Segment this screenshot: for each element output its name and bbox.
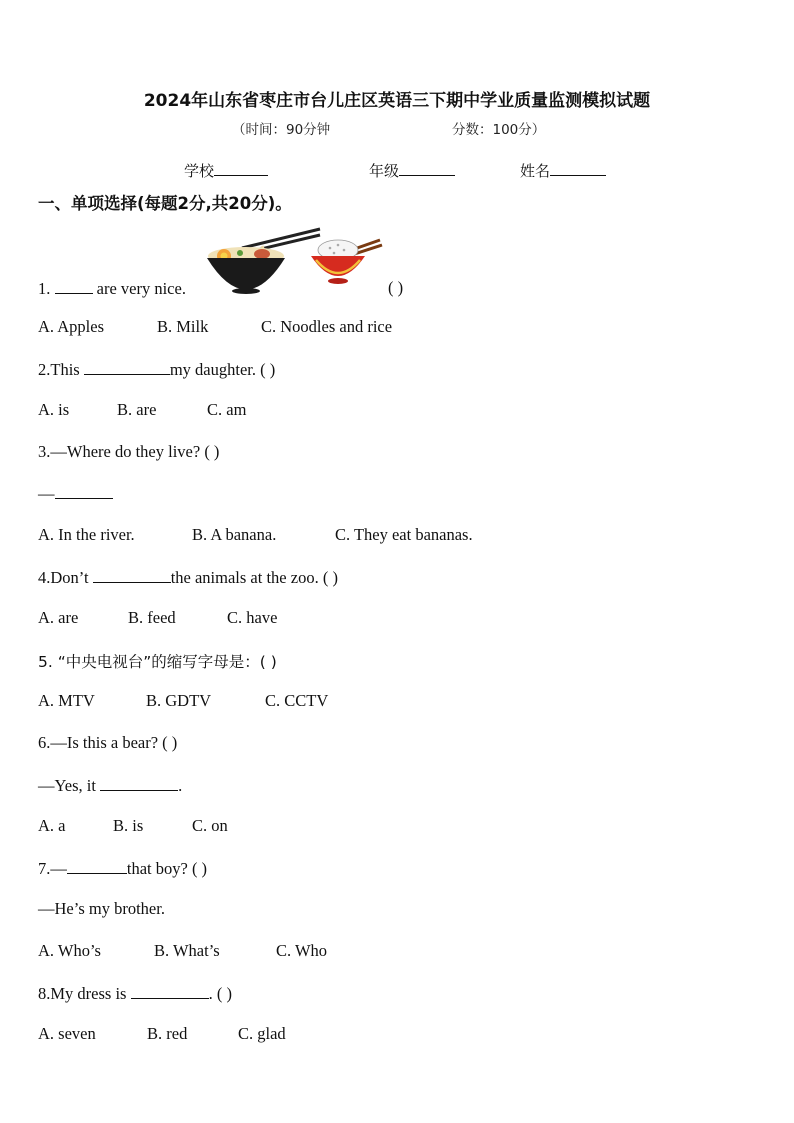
q2-options xyxy=(0,400,794,422)
question-1 xyxy=(38,278,186,299)
q6-option-c[interactable]: C. on xyxy=(192,816,228,835)
question-4 xyxy=(38,567,338,588)
q3-answer-line xyxy=(38,483,113,504)
q4-options xyxy=(0,608,794,630)
q5-option-b[interactable]: B. GDTV xyxy=(146,691,212,710)
q4-stem-end: the animals at the zoo. ( ) xyxy=(170,568,338,587)
q7-stem-start: 7.— xyxy=(38,859,67,878)
grade-field xyxy=(369,160,455,181)
name-blank[interactable] xyxy=(550,160,606,176)
q7-answer-line: —He’s my brother. xyxy=(38,899,165,918)
noodle-bowl-image xyxy=(204,226,322,298)
q7-option-c[interactable]: C. Who xyxy=(276,941,328,960)
rice-bowl-image xyxy=(306,236,388,288)
q1-options xyxy=(0,317,794,339)
q1-answer-paren: ( ) xyxy=(388,278,404,297)
q1-blank[interactable] xyxy=(55,278,93,294)
q6-answer-end: . xyxy=(178,776,183,795)
q2-blank[interactable] xyxy=(84,359,170,375)
q7-options xyxy=(0,941,794,963)
q5-options xyxy=(0,691,794,713)
q2-stem-start: 2.This xyxy=(38,360,84,379)
q3-option-b[interactable]: B. A banana. xyxy=(192,525,277,544)
time-info: （时间：90分钟 xyxy=(232,122,331,138)
page-title: 2024年山东省枣庄市台儿庄区英语三下期中学业质量监测模拟试题 xyxy=(143,91,651,111)
q2-option-a[interactable]: A. is xyxy=(38,400,70,419)
q8-option-c[interactable]: C. glad xyxy=(238,1024,286,1043)
question-5: 5. “中央电视台”的缩写字母是：( ) xyxy=(38,653,277,671)
q2-option-c[interactable]: C. am xyxy=(207,400,247,419)
question-7 xyxy=(38,858,207,879)
q8-stem-end: . ( ) xyxy=(208,984,232,1003)
name-field xyxy=(520,160,606,181)
question-2 xyxy=(38,359,275,380)
q1-number: 1. xyxy=(38,279,55,298)
grade-label: 年级 xyxy=(369,162,400,180)
q7-stem-end: that boy? ( ) xyxy=(126,859,208,878)
q7-option-b[interactable]: B. What’s xyxy=(154,941,220,960)
q4-option-b[interactable]: B. feed xyxy=(128,608,176,627)
q6-option-a[interactable]: A. a xyxy=(38,816,66,835)
q1-text: are very nice. xyxy=(92,279,186,298)
q3-dash: — xyxy=(38,484,55,503)
q4-stem-start: 4.Don’t xyxy=(38,568,93,587)
q1-option-c[interactable]: C. Noodles and rice xyxy=(261,317,393,336)
name-label: 姓名 xyxy=(520,162,551,180)
q6-blank[interactable] xyxy=(100,775,178,791)
q4-option-a[interactable]: A. are xyxy=(38,608,79,627)
q2-stem-end: my daughter. ( ) xyxy=(169,360,276,379)
q6-option-b[interactable]: B. is xyxy=(113,816,144,835)
q8-options xyxy=(0,1024,794,1046)
q5-option-a[interactable]: A. MTV xyxy=(38,691,95,710)
q8-stem-start: 8.My dress is xyxy=(38,984,131,1003)
q8-option-a[interactable]: A. seven xyxy=(38,1024,96,1043)
q7-option-a[interactable]: A. Who’s xyxy=(38,941,101,960)
q6-answer-line xyxy=(38,775,182,796)
q6-answer-start: —Yes, it xyxy=(38,776,101,795)
question-3: 3.—Where do they live? ( ) xyxy=(38,442,220,461)
q3-option-c[interactable]: C. They eat bananas. xyxy=(335,525,473,544)
q2-option-b[interactable]: B. are xyxy=(117,400,157,419)
q8-blank[interactable] xyxy=(131,983,209,999)
question-6: 6.—Is this a bear? ( ) xyxy=(38,733,178,752)
q1-option-a[interactable]: A. Apples xyxy=(38,317,104,336)
q8-option-b[interactable]: B. red xyxy=(147,1024,188,1043)
q6-options xyxy=(0,816,794,838)
q7-blank[interactable] xyxy=(67,858,127,874)
q3-blank[interactable] xyxy=(55,483,113,499)
q3-options xyxy=(0,525,794,547)
q3-option-a[interactable]: A. In the river. xyxy=(38,525,135,544)
q1-option-b[interactable]: B. Milk xyxy=(157,317,209,336)
q4-option-c[interactable]: C. have xyxy=(227,608,278,627)
school-blank[interactable] xyxy=(214,160,268,176)
school-field xyxy=(184,160,268,181)
school-label: 学校 xyxy=(184,162,215,180)
q4-blank[interactable] xyxy=(93,567,171,583)
q5-option-c[interactable]: C. CCTV xyxy=(265,691,329,710)
grade-blank[interactable] xyxy=(399,160,455,176)
section-title: 一、单项选择(每题2分,共20分)。 xyxy=(38,194,292,213)
score-info: 分数：100分） xyxy=(452,122,546,138)
question-8 xyxy=(38,983,232,1004)
